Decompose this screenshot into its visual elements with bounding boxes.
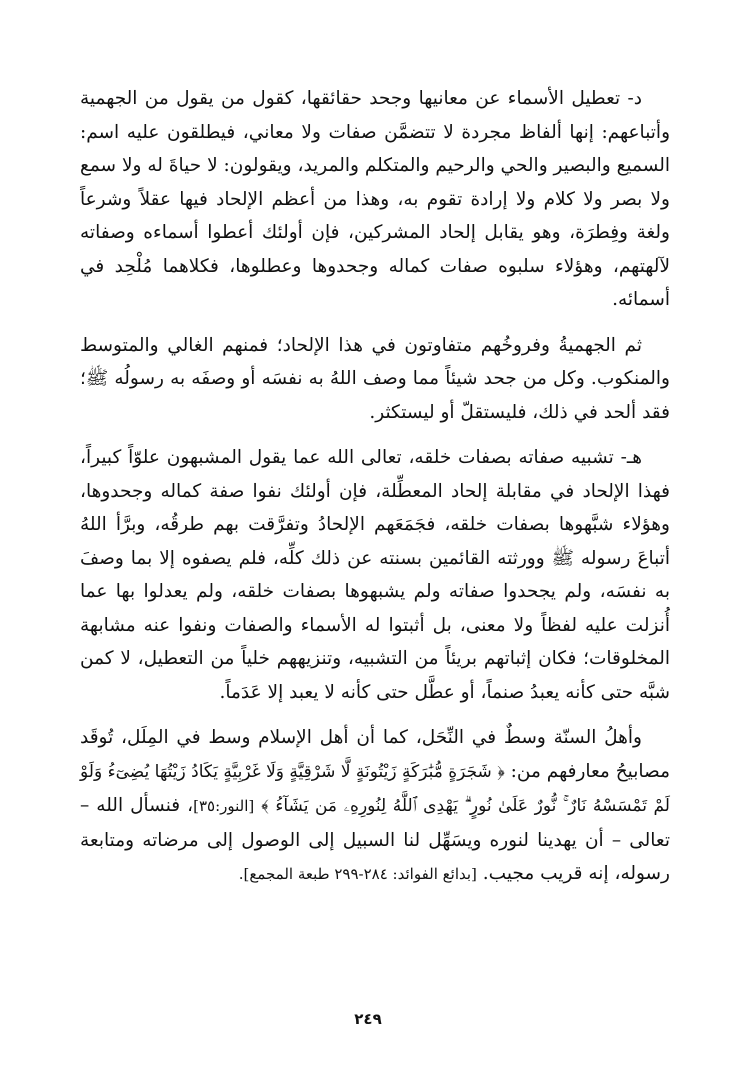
- paragraph-tashbih: هـ- تشبيه صفاته بصفات خلقه، تعالى الله عما يقول المشبهون علوّاً كبيراً، فهذا الإلحاد في مقابلة إلحاد المعطِّلة، فإن أولئك نفوا صفة كماله وجحدوها، وهؤلاء شبَّهوها بصفات خلقه، فجَمَعَهم الإلحادُ وتفرَّقت بهم طرقُه، وبرَّأ اللهُ أتباعَ رسوله ﷺ وورثته القائمين بسنته عن ذلك كلِّه، فلم يصفوه إلا بما وصفَ به نفسَه، ولم يجحدوا صفاته ولم يشبهوها بصفات خلقه، ولم يعدلوا بها عما أُنزلت عليه لفظاً ولا معنى، بل أثبتوا له الأسماء والصفات ونفوا عنه مشابهة المخلوقات؛ فكان إثباتهم بريئاً من التشبيه، وتنزيههم خلياً من التعطيل، لا كمن شبَّه حتى كأنه يعبدُ صنماً، أو عطَّل حتى كأنه لا يعبد إلا عَدَماً.: [80, 447, 670, 703]
- quran-verse: ﴿ شَجَرَةٍ مُّبَٰرَكَةٍ زَيْتُونَةٍ لَّا شَرْقِيَّةٍ وَلَا غَرْبِيَّةٍ يَكَادُ زَيْتُهَا يُضِىٓءُ وَلَوْ لَمْ تَمْسَسْهُ نَارٌ ۚ نُّورٌ عَلَىٰ نُورٍ ۗ يَهْدِى ٱللَّهُ لِنُورِهِۦ مَن يَشَآءُ ﴾: [80, 761, 670, 816]
- paragraph-ahl-sunna: [80, 721, 670, 892]
- page-body: [80, 82, 670, 902]
- ahl-sunna-intro: وأهلُ السنّة وسطٌ في النِّحَل، كما أن أهل الإسلام وسط في المِلَل، تُوقَد مصابيحُ معارفهم من:: [80, 727, 670, 782]
- ahl-sunna-closing: ، فنسأل الله – تعالى – أن يهدينا لنوره ويسَهِّل لنا السبيل إلى الوصول إلى مرضاته ومتابعة رسوله، إنه قريب مجيب.: [80, 795, 670, 884]
- source-citation: [بدائع الفوائد: ٢٨٤-٢٩٩ طبعة المجمع].: [238, 865, 477, 883]
- paragraph-ta-til: د- تعطيل الأسماء عن معانيها وجحد حقائقها، كقول من يقول من الجهمية وأتباعهم: إنها ألفاظ مجردة لا تتضمَّن صفات ولا معاني، فيطلقون عليه اسم: السميع والبصير والحي والرحيم والمتكلم والمريد، ويقولون: لا حياةَ له ولا سمع ولا بصر ولا كلام ولا إرادة تقوم به، وهذا من أعظم الإلحاد فيها عقلاً وشرعاً ولغة وفِطرَة، وهو يقابل إلحاد المشركين، فإن أولئك أعطوا أسماءه وصفاته لآلهتهم، وهؤلاء سلبوه صفات كماله وجحدوها وعطلوها، فكلاهما مُلْحِد في أسمائه.: [80, 88, 670, 310]
- paragraph-jahmiyya: ثم الجهميةُ وفروخُهم متفاوتون في هذا الإلحاد؛ فمنهم الغالي والمتوسط والمنكوب. وكل من جحد شيئاً مما وصف اللهُ به نفسَه أو وصفَه به رسولُه ﷺ؛ فقد ألحد في ذلك، فليستقلّ أو ليستكثر.: [80, 334, 670, 423]
- verse-reference: [النور:٣٥]: [193, 797, 255, 815]
- page-number: ٢٤٩: [354, 1010, 382, 1028]
